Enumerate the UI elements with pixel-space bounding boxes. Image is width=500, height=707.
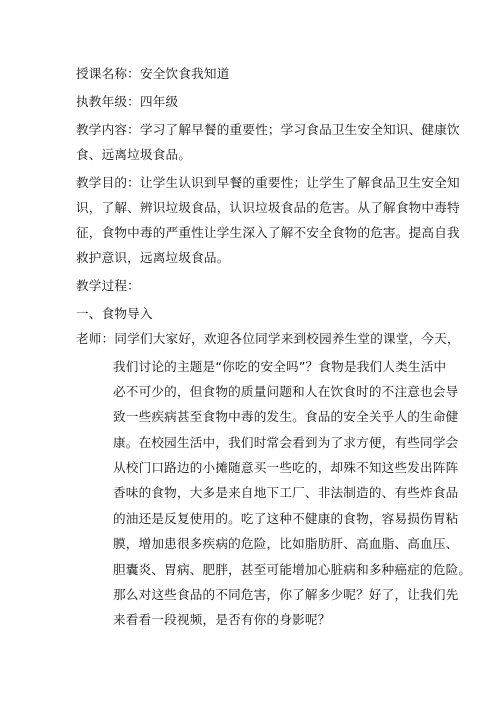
teacher-line-12: 来看看一段视频，是否有你的身影呢？ [113,612,331,627]
teacher-line-5: 康。在校园生活中，我们时常会看到为了求方便，有些同学会 [113,435,459,450]
process-heading: 教学过程： [76,278,140,293]
teacher-line-11: 那么对这些食品的不同危害，你了解多少呢？好了，让我们先 [113,587,459,602]
teacher-line-6: 从校门口路边的小摊随意买一些吃的，却殊不知这些发出阵阵 [113,460,459,475]
objectives-line-1: 教学目的：让学生认识到早餐的重要性；让学生了解食品卫生安全知 [76,175,460,190]
teacher-line-10: 胆囊炎、胃病、肥胖，甚至可能增加心脏病和多种癌症的危险。 [113,562,472,577]
teacher-line-3: 必不可少的，但食物的质量问题和人在饮食时的不注意也会导 [113,384,459,399]
objectives-line-2: 识，了解、辨识垃圾食品，认识垃圾食品的危害。从了解食物中毒特 [76,200,460,215]
objectives-line-4: 救护意识，远离垃圾食品。 [76,250,230,265]
teacher-line-9: 膜，增加患很多疾病的危险，比如脂肪肝、高血脂、高血压、 [113,536,459,551]
course-name-line: 授课名称：安全饮食我知道 [76,66,230,81]
content-line-2: 食、远离垃圾食品。 [76,147,192,162]
grade-line: 执教年级：四年级 [76,94,179,109]
content-line-1: 教学内容：学习了解早餐的重要性；学习食品卫生安全知识、健康饮 [76,122,460,137]
teacher-line-4: 致一些疾病甚至食物中毒的发生。食品的安全关乎人的生命健 [113,409,459,424]
teacher-line-8: 的油还是反复使用的。吃了这种不健康的食物，容易损伤胃粘 [113,511,459,526]
teacher-line-7: 香味的食物，大多是来自地下工厂、非法制造的、有些炸食品 [113,485,459,500]
teacher-line-1: 老师：同学们大家好，欢迎各位同学来到校园养生堂的课堂，今天， [76,331,460,346]
teacher-line-2: 我们讨论的主题是“你吃的安全吗”？食物是我们人类生活中 [113,359,447,374]
section-1-title: 一、食物导入 [76,306,153,321]
objectives-line-3: 征，食物中毒的严重性让学生深入了解不安全食物的危害。提高自我 [76,225,460,240]
